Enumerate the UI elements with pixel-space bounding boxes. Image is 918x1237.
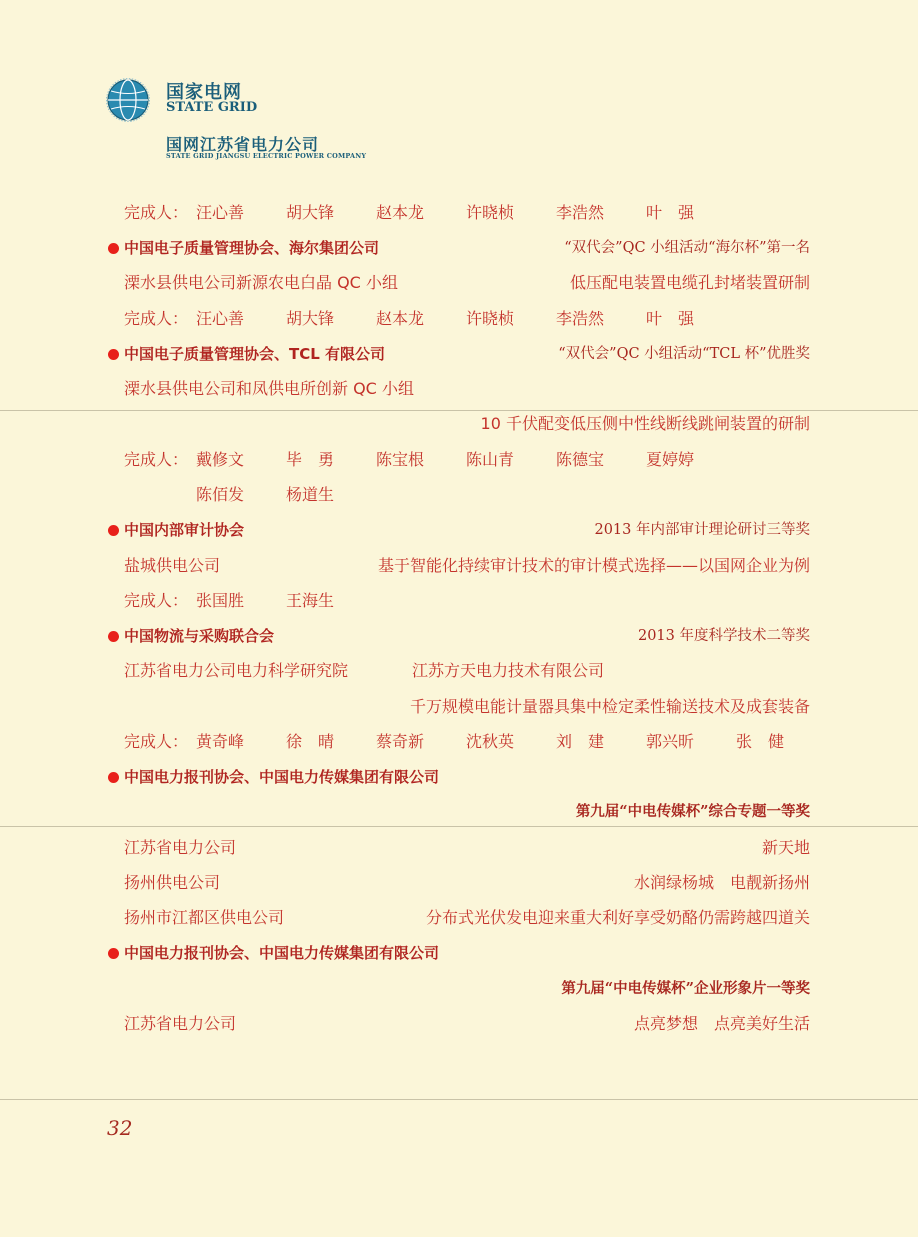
person: 郭兴昕 bbox=[646, 732, 695, 751]
person: 汪心善 bbox=[196, 203, 245, 222]
org-name: 中国电子质量管理协会、海尔集团公司 bbox=[124, 239, 380, 257]
work-title: 水润绿杨城 电靓新扬州 bbox=[633, 873, 810, 892]
entry-row bbox=[124, 377, 810, 401]
person: 叶 强 bbox=[646, 309, 695, 328]
entry-row bbox=[124, 659, 810, 683]
entry-row bbox=[124, 836, 810, 860]
award-row bbox=[124, 800, 810, 824]
person: 李浩然 bbox=[556, 309, 605, 328]
person: 杨道生 bbox=[286, 485, 335, 504]
award-org-row bbox=[108, 624, 810, 648]
org-name: 中国电力报刊协会、中国电力传媒集团有限公司 bbox=[124, 944, 440, 962]
award-name: 第九届“中电传媒杯”综合专题一等奖 bbox=[575, 803, 810, 820]
unit-name: 江苏省电力公司 bbox=[124, 838, 237, 857]
divider bbox=[0, 410, 918, 411]
award-name: 2013 年内部审计理论研讨三等奖 bbox=[594, 522, 810, 538]
award-name: 第九届“中电传媒杯”企业形象片一等奖 bbox=[561, 980, 810, 997]
award-name: “双代会”QC 小组活动“TCL 杯”优胜奖 bbox=[558, 346, 810, 362]
people-label: 完成人： bbox=[124, 591, 189, 610]
entry-row bbox=[124, 554, 810, 578]
award-org-row bbox=[108, 518, 810, 542]
entry-row bbox=[124, 695, 810, 719]
work-title: 基于智能化持续审计技术的审计模式选择——以国网企业为例 bbox=[377, 556, 810, 575]
person: 赵本龙 bbox=[376, 309, 425, 328]
state-grid-globe-icon bbox=[106, 78, 150, 122]
person: 蔡奇新 bbox=[376, 732, 425, 751]
entry-row bbox=[124, 1012, 810, 1036]
work-title: 10 千伏配变低压侧中性线断线跳闸装置的研制 bbox=[480, 414, 810, 433]
people-row bbox=[124, 307, 824, 331]
award-org-row bbox=[108, 941, 810, 965]
person: 夏婷婷 bbox=[646, 450, 695, 469]
unit-name: 扬州市江都区供电公司 bbox=[124, 908, 285, 927]
person: 叶 强 bbox=[646, 203, 695, 222]
person: 戴修文 bbox=[196, 450, 245, 469]
entry-row bbox=[124, 412, 810, 436]
person: 陈佰发 bbox=[196, 485, 245, 504]
unit-name: 江苏省电力公司电力科学研究院 bbox=[124, 661, 349, 680]
work-title: 千万规模电能计量器具集中检定柔性输送技术及成套装备 bbox=[409, 697, 810, 716]
bullet-icon bbox=[108, 631, 119, 642]
award-row bbox=[124, 977, 810, 1001]
person: 陈宝根 bbox=[376, 450, 425, 469]
person: 徐 晴 bbox=[286, 732, 335, 751]
org-name: 中国物流与采购联合会 bbox=[124, 627, 275, 645]
person: 许晓桢 bbox=[466, 309, 515, 328]
unit-name: 江苏省电力公司 bbox=[124, 1014, 237, 1033]
award-name: 2013 年度科学技术二等奖 bbox=[637, 628, 810, 644]
people-row bbox=[124, 483, 824, 507]
person: 陈山青 bbox=[466, 450, 515, 469]
work-title: 分布式光伏发电迎来重大利好享受奶酪仍需跨越四道关 bbox=[425, 908, 810, 927]
entry-row bbox=[124, 906, 810, 930]
person: 张国胜 bbox=[196, 591, 245, 610]
person: 张 健 bbox=[736, 732, 785, 751]
person: 汪心善 bbox=[196, 309, 245, 328]
unit-name: 盐城供电公司 bbox=[124, 556, 221, 575]
page-number: 32 bbox=[107, 1116, 133, 1140]
bullet-icon bbox=[108, 948, 119, 959]
people-row bbox=[124, 201, 824, 225]
person: 沈秋英 bbox=[466, 732, 515, 751]
state-grid-logo bbox=[106, 74, 376, 164]
entry-row bbox=[124, 271, 810, 295]
entry-row bbox=[124, 871, 810, 895]
bullet-icon bbox=[108, 525, 119, 536]
unit-name: 溧水县供电公司新源农电白晶 QC 小组 bbox=[124, 273, 398, 292]
org-name: 中国内部审计协会 bbox=[124, 521, 245, 539]
award-name: “双代会”QC 小组活动“海尔杯”第一名 bbox=[564, 240, 810, 256]
unit-name: 江苏方天电力技术有限公司 bbox=[412, 661, 605, 680]
person: 刘 建 bbox=[556, 732, 605, 751]
unit-name: 扬州供电公司 bbox=[124, 873, 221, 892]
person: 胡大锋 bbox=[286, 203, 335, 222]
person: 王海生 bbox=[286, 591, 335, 610]
award-org-row bbox=[108, 236, 810, 260]
company-name-cn: 国网江苏省电力公司 bbox=[166, 135, 320, 154]
bullet-icon bbox=[108, 349, 119, 360]
company-name-en: STATE GRID JIANGSU ELECTRIC POWER COMPANY bbox=[166, 152, 367, 160]
work-title: 点亮梦想 点亮美好生活 bbox=[633, 1014, 810, 1033]
work-title: 低压配电装置电缆孔封堵装置研制 bbox=[569, 273, 810, 292]
person: 赵本龙 bbox=[376, 203, 425, 222]
people-label: 完成人： bbox=[124, 203, 189, 222]
bullet-icon bbox=[108, 772, 119, 783]
work-title: 新天地 bbox=[761, 838, 810, 857]
footer-divider bbox=[0, 1099, 918, 1100]
people-row bbox=[124, 589, 824, 613]
unit-name: 溧水县供电公司和凤供电所创新 QC 小组 bbox=[124, 379, 414, 398]
divider bbox=[0, 826, 918, 827]
people-row bbox=[124, 448, 824, 472]
people-label: 完成人： bbox=[124, 732, 189, 751]
people-label: 完成人： bbox=[124, 450, 189, 469]
person: 李浩然 bbox=[556, 203, 605, 222]
org-name: 中国电子质量管理协会、TCL 有限公司 bbox=[124, 345, 386, 363]
person: 毕 勇 bbox=[286, 450, 335, 469]
org-name: 中国电力报刊协会、中国电力传媒集团有限公司 bbox=[124, 768, 440, 786]
person: 许晓桢 bbox=[466, 203, 515, 222]
award-org-row bbox=[108, 765, 810, 789]
person: 陈德宝 bbox=[556, 450, 605, 469]
people-label: 完成人： bbox=[124, 309, 189, 328]
brand-name-cn: 国家电网 bbox=[166, 82, 242, 103]
person: 胡大锋 bbox=[286, 309, 335, 328]
person: 黄奇峰 bbox=[196, 732, 245, 751]
people-row bbox=[124, 730, 824, 754]
award-org-row bbox=[108, 342, 810, 366]
brand-name-en: STATE GRID bbox=[166, 100, 258, 115]
bullet-icon bbox=[108, 243, 119, 254]
